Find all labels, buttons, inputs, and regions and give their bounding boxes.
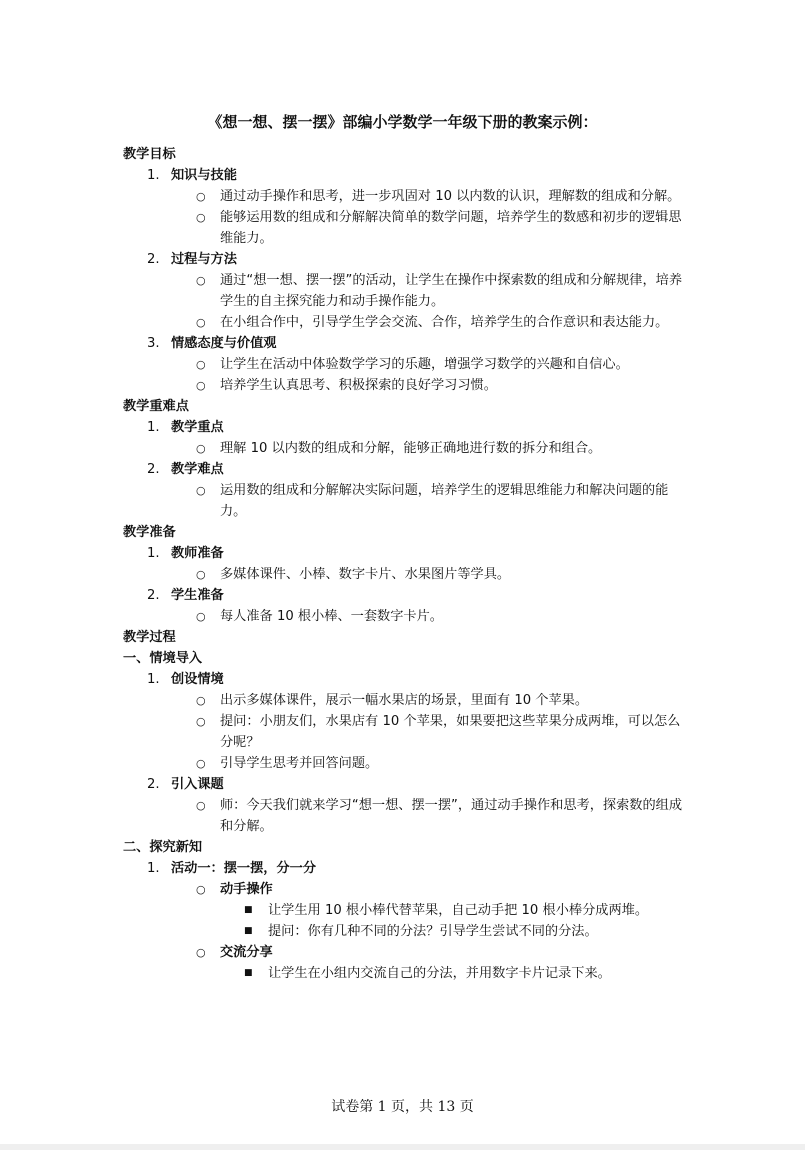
- list-item: [147, 543, 805, 564]
- document-title: 《想一想、摆一摆》部编小学数学一年级下册的教案示例：: [207, 113, 598, 131]
- list-text: 出示多媒体课件，展示一幅水果店的场景，里面有 10 个苹果。: [220, 693, 589, 708]
- circle-bullet-icon: ○: [196, 799, 206, 812]
- circle-bullet-icon: ○: [196, 316, 206, 329]
- list-item: [147, 669, 805, 690]
- list-item: [196, 879, 686, 900]
- circle-bullet-icon: ○: [196, 274, 206, 287]
- subsection-title: 情感态度与价值观: [171, 336, 277, 351]
- list-item: [147, 333, 805, 354]
- list-item: [147, 858, 805, 879]
- section-heading: 教学准备: [123, 525, 176, 540]
- circle-bullet-icon: ○: [196, 715, 206, 728]
- list-item: [196, 564, 686, 585]
- list-item: [196, 270, 686, 312]
- subsection-title: 引入课题: [171, 777, 224, 792]
- section-heading: 教学重难点: [123, 399, 189, 414]
- circle-bullet-icon: ○: [196, 610, 206, 623]
- square-bullet-icon: ■: [244, 905, 253, 915]
- subsection-title: 教学重点: [171, 420, 224, 435]
- list-item: [147, 249, 805, 270]
- sub-item-title: 交流分享: [220, 945, 273, 960]
- list-item: [196, 186, 686, 207]
- circle-bullet-icon: ○: [196, 883, 206, 896]
- list-text: 在小组合作中，引导学生学会交流、合作，培养学生的合作意识和表达能力。: [220, 315, 669, 330]
- list-number: 1.: [147, 168, 160, 183]
- square-bullet-icon: ■: [244, 968, 253, 978]
- list-text: 引导学生思考并回答问题。: [220, 756, 379, 771]
- list-text: 让学生用 10 根小棒代替苹果，自己动手把 10 根小棒分成两堆。: [268, 903, 649, 918]
- list-text: 通过“想一想、摆一摆”的活动，让学生在操作中探索数的组成和分解规律，培养学生的自主探究能力和动手操作能力。: [220, 273, 683, 309]
- square-bullet-icon: ■: [244, 926, 253, 936]
- list-text: 培养学生认真思考、积极探索的良好学习习惯。: [220, 378, 497, 393]
- list-text: 能够运用数的组成和分解解决简单的数学问题，培养学生的数感和初步的逻辑思维能力。: [220, 210, 682, 246]
- list-number: 2.: [147, 462, 160, 477]
- list-text: 师：今天我们就来学习“想一想、摆一摆”，通过动手操作和思考，探索数的组成和分解。: [220, 798, 683, 834]
- document-body: [0, 144, 805, 984]
- list-number: 3.: [147, 336, 160, 351]
- list-item: [244, 921, 684, 942]
- section-heading: 教学过程: [123, 630, 176, 645]
- circle-bullet-icon: ○: [196, 484, 206, 497]
- list-number: 1.: [147, 861, 160, 876]
- list-text: 理解 10 以内数的组成和分解，能够正确地进行数的拆分和组合。: [220, 441, 602, 456]
- subsection-title: 学生准备: [171, 588, 224, 603]
- circle-bullet-icon: ○: [196, 358, 206, 371]
- subsection-title: 过程与方法: [171, 252, 237, 267]
- circle-bullet-icon: ○: [196, 190, 206, 203]
- list-item: [196, 606, 686, 627]
- list-number: 1.: [147, 420, 160, 435]
- subsection-title: 创设情境: [171, 672, 224, 687]
- list-item: [147, 165, 805, 186]
- circle-bullet-icon: ○: [196, 568, 206, 581]
- list-number: 1.: [147, 672, 160, 687]
- list-text: 让学生在活动中体验数学学习的乐趣，增强学习数学的兴趣和自信心。: [220, 357, 629, 372]
- list-item: [196, 753, 686, 774]
- circle-bullet-icon: ○: [196, 211, 206, 224]
- page-footer: 试卷第 1 页，共 13 页: [331, 1099, 474, 1115]
- sub-item-title: 动手操作: [220, 882, 273, 897]
- list-text: 运用数的组成和分解解决实际问题，培养学生的逻辑思维能力和解决问题的能力。: [220, 483, 669, 519]
- list-item: [196, 354, 686, 375]
- list-text: 提问：你有几种不同的分法？引导学生尝试不同的分法。: [268, 924, 598, 939]
- subsection-title: 知识与技能: [171, 168, 237, 183]
- list-number: 2.: [147, 777, 160, 792]
- list-item: [244, 963, 684, 984]
- circle-bullet-icon: ○: [196, 757, 206, 770]
- section-heading: 教学目标: [123, 147, 176, 162]
- list-item: [196, 375, 686, 396]
- list-text: 多媒体课件、小棒、数字卡片、水果图片等学具。: [220, 567, 511, 582]
- list-item: [196, 711, 686, 753]
- list-item: [147, 774, 805, 795]
- circle-bullet-icon: ○: [196, 946, 206, 959]
- list-number: 1.: [147, 546, 160, 561]
- list-text: 让学生在小组内交流自己的分法，并用数字卡片记录下来。: [268, 966, 611, 981]
- list-item: [196, 312, 686, 333]
- list-item: [196, 480, 686, 522]
- subsection-title: 活动一：摆一摆，分一分: [171, 861, 317, 876]
- list-text: 每人准备 10 根小棒、一套数字卡片。: [220, 609, 443, 624]
- list-item: [196, 942, 686, 963]
- list-item: [147, 585, 805, 606]
- subsection-title: 教学难点: [171, 462, 224, 477]
- list-item: [147, 459, 805, 480]
- list-item: [147, 417, 805, 438]
- list-item: [196, 795, 686, 837]
- list-number: 2.: [147, 588, 160, 603]
- list-item: [196, 438, 686, 459]
- part-heading: 二、探究新知: [123, 840, 203, 855]
- list-item: [196, 207, 686, 249]
- circle-bullet-icon: ○: [196, 379, 206, 392]
- list-text: 通过动手操作和思考，进一步巩固对 10 以内数的认识，理解数的组成和分解。: [220, 189, 681, 204]
- list-text: 提问：小朋友们，水果店有 10 个苹果，如果要把这些苹果分成两堆，可以怎么分呢？: [220, 714, 681, 750]
- subsection-title: 教师准备: [171, 546, 224, 561]
- circle-bullet-icon: ○: [196, 694, 206, 707]
- circle-bullet-icon: ○: [196, 442, 206, 455]
- list-item: [196, 690, 686, 711]
- part-heading: 一、情境导入: [123, 651, 203, 666]
- list-item: [244, 900, 684, 921]
- list-number: 2.: [147, 252, 160, 267]
